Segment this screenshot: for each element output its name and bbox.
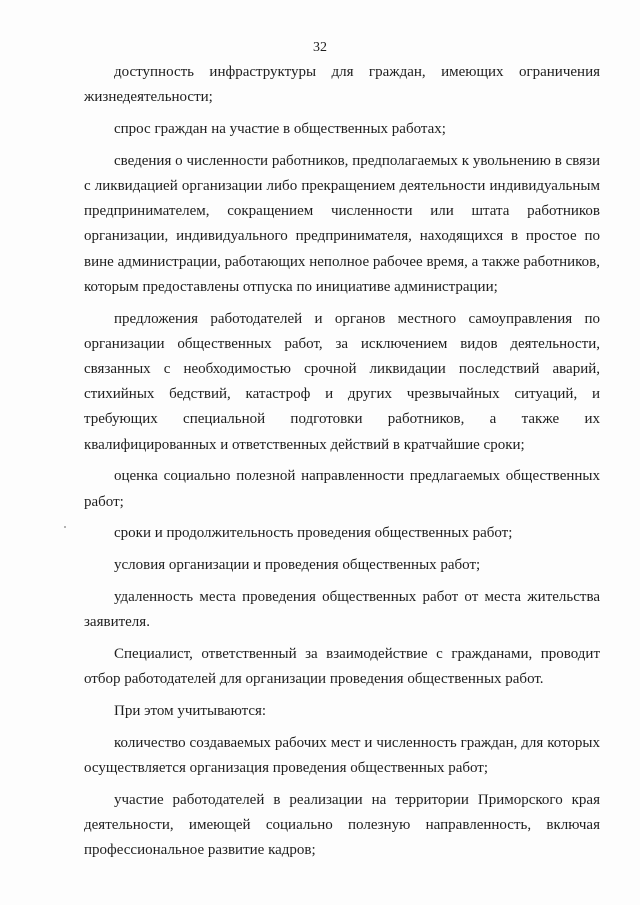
paragraph-conditions: условия организации и проведения общественных работ; [114,557,481,574]
paragraph-citizen-demand: спрос граждан на участие в общественных работах; [114,121,446,137]
scan-artifact [64,526,66,528]
paragraph-distance: удаленность места проведения общественных работ от места жительства заявителя. [84,589,600,631]
paragraph-terms-duration: сроки и продолжительность проведения общественных работ; [114,525,513,542]
paragraph-infrastructure-accessibility: доступность инфраструктуры для граждан, имеющих ограничения жизнедеятельности; [84,64,600,106]
page-number: 32 [313,40,327,55]
paragraph-employer-participation: участие работодателей в реализации на территории Приморского края деятельности, имеющей социально полезную направленность, включая профессиональное развитие кадров; [84,791,600,859]
paragraph-specialist-selection: Специалист, ответственный за взаимодействие с гражданами, проводит отбор работодателей для организации проведения общественных работ. [84,646,600,688]
paragraph-considered-intro: При этом учитываются: [114,703,267,720]
paragraph-employer-proposals: предложения работодателей и органов местного самоуправления по организации общественных работ, за исключением видов деятельности, связанных с необходимостью срочной ликвидации последствий аварий, стихийных бедствий, катастроф и других чрезвычайных ситуаций, и требующих специальной подготовки работников, а также их квалифицированных и ответственных действий в кратчайшие сроки; [84,310,600,453]
paragraph-job-count: количество создаваемых рабочих мест и численность граждан, для которых осуществляется организация проведения общественных работ; [84,734,600,777]
paragraph-social-usefulness: оценка социально полезной направленности предлагаемых общественных работ; [84,468,600,510]
paragraph-dismissal-info: сведения о численности работников, предполагаемых к увольнению в связи с ликвидацией организации либо прекращением деятельности индивидуальным предпринимателем, сокращением численности или штата работников организации, индивидуального предпринимателя, находящихся в простое по вине администрации, работающих неполное рабочее время, а также работников, которым предоставлены отпуска по инициативе администрации; [84,152,600,295]
document-body [84,60,600,870]
